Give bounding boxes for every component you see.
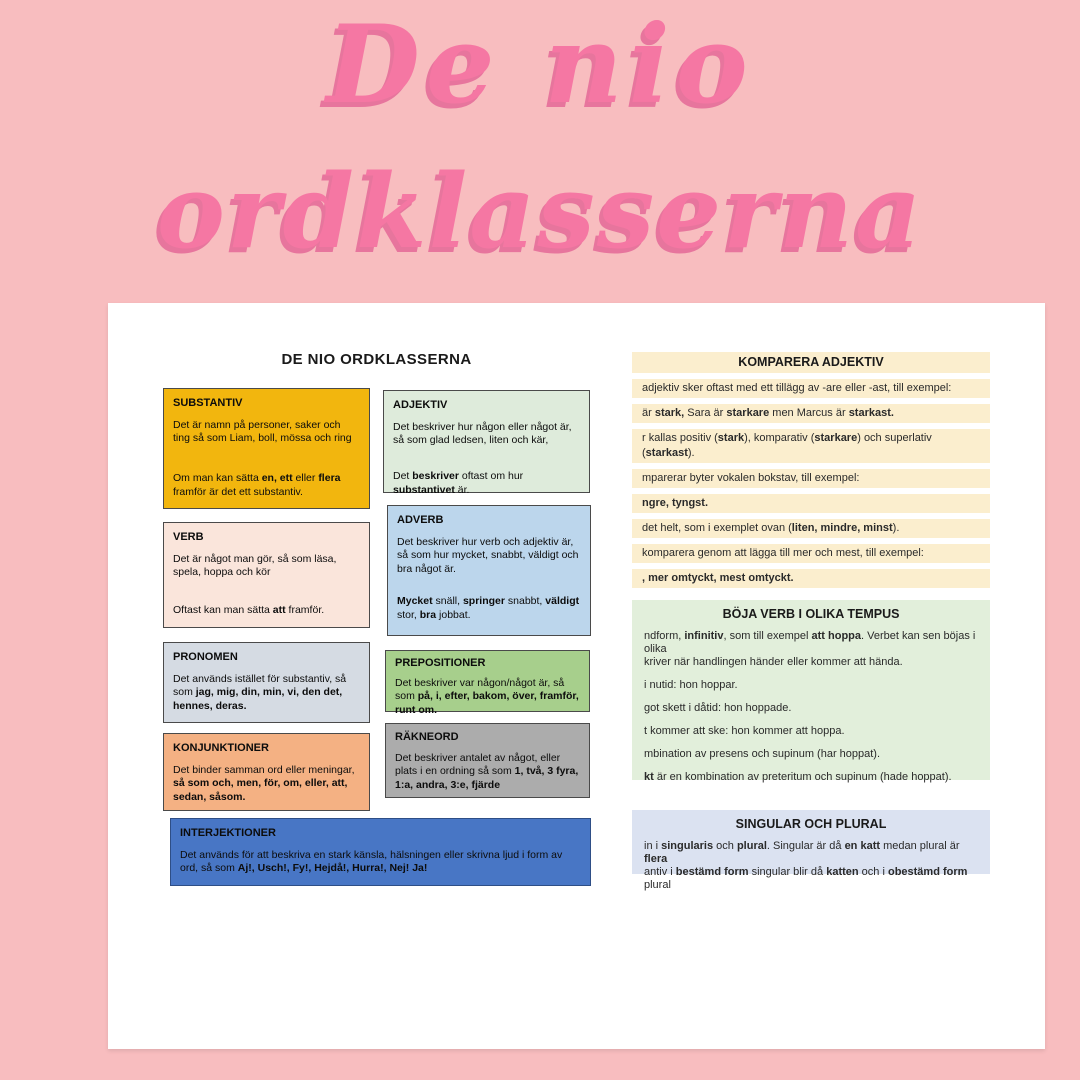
komparera-line: r kallas positiv (stark), komparativ (starkare) och superlativ (starkast). (632, 429, 990, 463)
interjektioner-box-title: INTERJEKTIONER (180, 827, 276, 839)
adverb-description: Det beskriver hur verb och adjektiv är, så som hur mycket, snabbt, väldigt och bra något är. (397, 535, 579, 576)
konjunktioner-box-title: KONJUNKTIONER (173, 742, 269, 754)
substantiv-description: Det är namn på personer, saker och ting så som Liam, boll, mössa och ring (173, 418, 352, 445)
substantiv-box (163, 388, 370, 509)
adjektiv-rule: Det beskriver oftast om hur substantivet är. (393, 470, 524, 497)
adjektiv-box-title: ADJEKTIV (393, 399, 448, 411)
interjektioner-box (170, 818, 591, 886)
boja-verb-line: mbination av presens och supinum (har hoppat). (644, 748, 881, 760)
verb-box-title: VERB (173, 531, 204, 543)
rakneord-box (385, 723, 590, 798)
hero-title-line1: De nio (326, 2, 754, 128)
singular-plural-line: antiv i bestämd form singular blir då katten och i obestämd form plural (644, 866, 968, 891)
boja-verb-section (632, 600, 990, 783)
pronomen-box (163, 642, 370, 723)
komparera-line: komparera genom att lägga till mer och mest, till exempel: (632, 544, 990, 563)
boja-verb-title: BÖJA VERB I OLIKA TEMPUS (722, 607, 900, 621)
adjektiv-box (383, 390, 590, 497)
singular-plural-title: SINGULAR OCH PLURAL (735, 817, 887, 831)
left-column-heading: DE NIO ORDKLASSERNA (281, 351, 472, 368)
komparera-line: mparerar byter vokalen bokstav, till exempel: (632, 469, 990, 488)
boja-verb-line: kriver när handlingen händer eller kommer att hända. (644, 656, 903, 668)
prepositioner-description: Det beskriver var någon/något är, så som på, i, efter, bakom, över, framför, runt om. (395, 676, 579, 717)
boja-verb-line: t kommer att ske: hon kommer att hoppa. (644, 725, 845, 737)
komparera-line: , mer omtyckt, mest omtyckt. (632, 569, 990, 588)
boja-verb-line: got skett i dåtid: hon hoppade. (644, 702, 792, 714)
substantiv-box-title: SUBSTANTIV (173, 397, 243, 409)
adjektiv-description: Det beskriver hur någon eller något är, så som glad ledsen, liten och kär, (393, 420, 572, 447)
prepositioner-box (385, 650, 590, 717)
adverb-box-title: ADVERB (397, 514, 444, 526)
document-page (108, 303, 1045, 1049)
rakneord-box-title: RÄKNEORD (395, 731, 459, 743)
verb-box (163, 522, 370, 628)
komparera-line: är stark, Sara är starkare men Marcus är starkast. (632, 404, 990, 423)
singular-plural-line: in i singularis och plural. Singular är då en katt medan plural är flera (644, 840, 960, 865)
komparera-adjektiv-title: KOMPARERA ADJEKTIV (632, 352, 990, 373)
komparera-line: adjektiv sker oftast med ett tillägg av -are eller -ast, till exempel: (632, 379, 990, 398)
boja-verb-line: ndform, infinitiv, som till exempel att hoppa. Verbet kan sen böjas i olika (644, 630, 976, 655)
komparera-line: det helt, som i exemplet ovan (liten, mindre, minst). (632, 519, 990, 538)
hero-title-line2: ordklasserna (156, 152, 924, 272)
pronomen-box-title: PRONOMEN (173, 651, 238, 663)
boja-verb-line: kt är en kombination av preteritum och supinum (hade hoppat). (644, 771, 952, 783)
boja-verb-line: i nutid: hon hoppar. (644, 679, 738, 691)
pronomen-description: Det används istället för substantiv, så som jag, mig, din, min, vi, den det, hennes, deras. (173, 672, 347, 713)
adverb-box (387, 505, 591, 636)
verb-rule: Oftast kan man sätta att framför. (173, 604, 325, 617)
singular-plural-section (632, 810, 990, 891)
adverb-examples: Mycket snäll, springer snabbt, väldigt stor, bra jobbat. (397, 595, 580, 621)
interjektioner-description: Det används för att beskriva en stark känsla, hälsningen eller skrivna ljud i form av ord, så som Aj!, Usch!, Fy!, Hejdå!, Hurra!, Nej! Ja! (180, 848, 563, 875)
rakneord-description: Det beskriver antalet av något, eller plats i en ordning så som 1, två, 3 fyra, 1:a, andra, 3:e, fjärde (395, 751, 579, 792)
komparera-line: ngre, tyngst. (632, 494, 990, 513)
substantiv-rule: Om man kan sätta en, ett eller flera framför är det ett substantiv. (173, 472, 341, 499)
komparera-adjektiv-section (632, 352, 990, 588)
prepositioner-box-title: PREPOSITIONER (395, 657, 486, 669)
konjunktioner-box (163, 733, 370, 811)
konjunktioner-description: Det binder samman ord eller meningar, så som och, men, för, om, eller, att, sedan, såsom. (173, 763, 355, 804)
verb-description: Det är något man gör, så som läsa, spela, hoppa och kör (173, 552, 337, 579)
